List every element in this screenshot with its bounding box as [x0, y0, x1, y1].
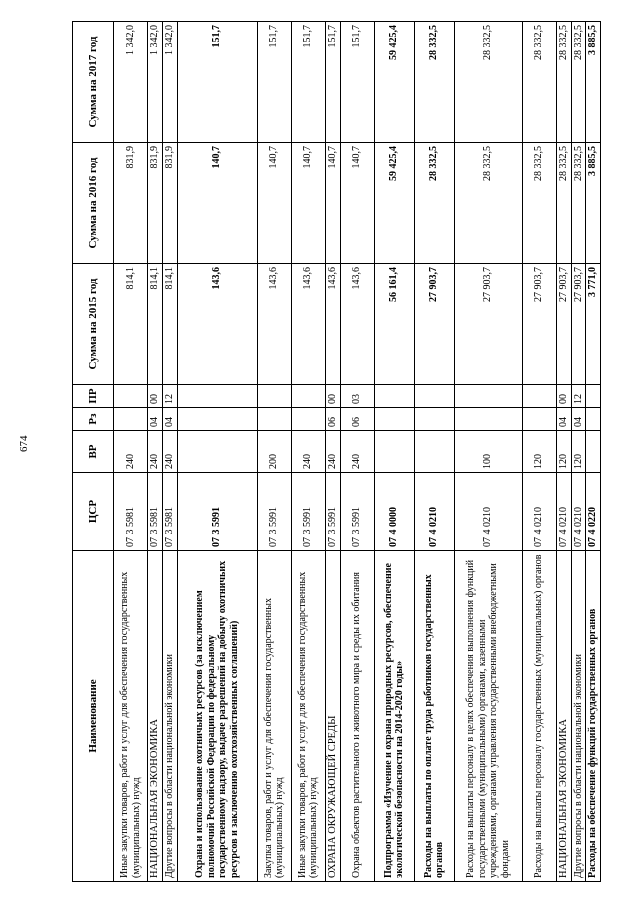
cell-csr: 07 3 5991: [340, 473, 374, 551]
table-row: [177, 22, 257, 882]
cell-vr: 120: [522, 431, 556, 473]
cell-name: Расходы на выплаты персоналу в целях обеспечения выполнения функций государственными (муниципальными) органами, казенными учреждениями, органами управления государственными внебюджетными фондами: [454, 551, 522, 882]
cell-vr: 240: [148, 431, 163, 473]
cell-2017: 151,7: [177, 22, 257, 143]
cell-vr: 240: [114, 431, 148, 473]
cell-name: Закупка товаров, работ и услуг для обеспечения государственных (муниципальных) нужд: [257, 551, 291, 882]
cell-name: Расходы на выплаты персоналу государственных (муниципальных) органов: [522, 551, 556, 882]
cell-pr: 12: [163, 385, 178, 408]
cell-rz: [522, 408, 556, 431]
cell-csr: 07 4 0000: [374, 473, 414, 551]
cell-2015: 143,6: [257, 264, 291, 385]
header-vr: ВР: [73, 431, 114, 473]
page-number: 674: [18, 435, 30, 452]
cell-name: Другие вопросы в области национальной экономики: [163, 551, 178, 882]
cell-rz: [291, 408, 325, 431]
cell-name: Иные закупки товаров, работ и услуг для обеспечения государственных (муниципальных) нужд: [114, 551, 148, 882]
budget-table: [72, 21, 601, 882]
cell-2017: 1 342,0: [163, 22, 178, 143]
cell-name: НАЦИОНАЛЬНАЯ ЭКОНОМИКА: [556, 551, 571, 882]
table-row: [163, 22, 178, 882]
cell-2016: 140,7: [291, 143, 325, 264]
cell-csr: 07 4 0220: [586, 473, 601, 551]
cell-2017: 28 332,5: [556, 22, 571, 143]
cell-pr: 00: [556, 385, 571, 408]
table-row: [571, 22, 586, 882]
cell-2015: 27 903,7: [571, 264, 586, 385]
table-row: [325, 22, 340, 882]
cell-csr: 07 3 5981: [114, 473, 148, 551]
cell-vr: [177, 431, 257, 473]
cell-2015: 3 771,0: [586, 264, 601, 385]
cell-2015: 814,1: [114, 264, 148, 385]
cell-name: Иные закупки товаров, работ и услуг для обеспечения государственных (муниципальных) нужд: [291, 551, 325, 882]
cell-vr: 240: [163, 431, 178, 473]
cell-pr: [522, 385, 556, 408]
cell-2015: 814,1: [148, 264, 163, 385]
cell-2015: 27 903,7: [522, 264, 556, 385]
cell-csr: 07 4 0210: [571, 473, 586, 551]
cell-rz: 04: [163, 408, 178, 431]
cell-rz: [586, 408, 601, 431]
cell-pr: [177, 385, 257, 408]
cell-2017: 28 332,5: [522, 22, 556, 143]
cell-vr: 120: [556, 431, 571, 473]
cell-csr: 07 3 5981: [163, 473, 178, 551]
cell-2015: 27 903,7: [414, 264, 454, 385]
cell-2017: 28 332,5: [414, 22, 454, 143]
cell-2017: 151,7: [340, 22, 374, 143]
header-csr: ЦСР: [73, 473, 114, 551]
cell-2017: 3 885,5: [586, 22, 601, 143]
cell-rz: 06: [325, 408, 340, 431]
table-row: [556, 22, 571, 882]
table-row: [586, 22, 601, 882]
cell-vr: [414, 431, 454, 473]
cell-2016: 28 332,5: [454, 143, 522, 264]
cell-csr: 07 4 0210: [556, 473, 571, 551]
cell-2015: 143,6: [325, 264, 340, 385]
cell-csr: 07 3 5991: [325, 473, 340, 551]
table-row: [522, 22, 556, 882]
budget-table-container: [72, 22, 599, 882]
cell-2017: 1 342,0: [114, 22, 148, 143]
table-row: [374, 22, 414, 882]
cell-2017: 151,7: [325, 22, 340, 143]
cell-csr: 07 4 0210: [454, 473, 522, 551]
header-2015: Сумма на 2015 год: [73, 264, 114, 385]
header-rz: Рз: [73, 408, 114, 431]
cell-vr: [586, 431, 601, 473]
table-row: [148, 22, 163, 882]
cell-csr: 07 3 5991: [257, 473, 291, 551]
cell-csr: 07 3 5991: [291, 473, 325, 551]
table-header-row: [73, 22, 114, 882]
cell-vr: 100: [454, 431, 522, 473]
cell-2015: 814,1: [163, 264, 178, 385]
cell-name: Расходы на выплаты по оплате труда работников государственных органов: [414, 551, 454, 882]
header-name: Наименование: [73, 551, 114, 882]
cell-2016: 140,7: [325, 143, 340, 264]
cell-vr: 240: [291, 431, 325, 473]
cell-name: Расходы на обеспечение функций государственных органов: [586, 551, 601, 882]
cell-2016: 831,9: [163, 143, 178, 264]
cell-pr: 00: [148, 385, 163, 408]
cell-csr: 07 3 5991: [177, 473, 257, 551]
cell-rz: [177, 408, 257, 431]
table-row: [340, 22, 374, 882]
cell-rz: 04: [556, 408, 571, 431]
cell-name: Подпрограмма «Изучение и охрана природных ресурсов, обеспечение экологической безопасности на 2014-2020 годы»: [374, 551, 414, 882]
cell-2015: 143,6: [291, 264, 325, 385]
cell-2015: 27 903,7: [454, 264, 522, 385]
cell-pr: 03: [340, 385, 374, 408]
table-row: [291, 22, 325, 882]
cell-name: Другие вопросы в области национальной экономики: [571, 551, 586, 882]
header-pr: ПР: [73, 385, 114, 408]
cell-2015: 143,6: [177, 264, 257, 385]
cell-rz: 04: [148, 408, 163, 431]
cell-2016: 28 332,5: [522, 143, 556, 264]
cell-2016: 28 332,5: [571, 143, 586, 264]
cell-pr: 12: [571, 385, 586, 408]
header-2016: Сумма на 2016 год: [73, 143, 114, 264]
cell-2017: 1 342,0: [148, 22, 163, 143]
cell-2016: 59 425,4: [374, 143, 414, 264]
cell-2017: 28 332,5: [454, 22, 522, 143]
cell-2017: 151,7: [291, 22, 325, 143]
cell-pr: 00: [325, 385, 340, 408]
cell-2015: 27 903,7: [556, 264, 571, 385]
cell-pr: [374, 385, 414, 408]
cell-rz: [414, 408, 454, 431]
cell-pr: [257, 385, 291, 408]
cell-2016: 831,9: [148, 143, 163, 264]
cell-rz: [454, 408, 522, 431]
cell-rz: [114, 408, 148, 431]
cell-name: Охрана и использование охотничьих ресурсов (за исключением полномочий Российской Федерации по федеральному государственному надзору, выдаче разрешений на добычу охотничьих ресурсов и заключению охотхозяйственных соглашений): [177, 551, 257, 882]
cell-name: ОХРАНА ОКРУЖАЮЩЕЙ СРЕДЫ: [325, 551, 340, 882]
cell-rz: [257, 408, 291, 431]
cell-rz: 04: [571, 408, 586, 431]
cell-rz: [374, 408, 414, 431]
cell-pr: [586, 385, 601, 408]
cell-2016: 831,9: [114, 143, 148, 264]
table-row: [114, 22, 148, 882]
cell-2016: 28 332,5: [556, 143, 571, 264]
cell-vr: 200: [257, 431, 291, 473]
cell-csr: 07 4 0210: [522, 473, 556, 551]
cell-2016: 140,7: [340, 143, 374, 264]
cell-pr: [454, 385, 522, 408]
cell-pr: [114, 385, 148, 408]
table-row: [454, 22, 522, 882]
cell-vr: 120: [571, 431, 586, 473]
table-row: [257, 22, 291, 882]
cell-pr: [414, 385, 454, 408]
cell-vr: 240: [340, 431, 374, 473]
cell-2017: 28 332,5: [571, 22, 586, 143]
cell-csr: 07 4 0210: [414, 473, 454, 551]
cell-2017: 151,7: [257, 22, 291, 143]
cell-vr: [374, 431, 414, 473]
cell-pr: [291, 385, 325, 408]
cell-2016: 140,7: [177, 143, 257, 264]
cell-rz: 06: [340, 408, 374, 431]
cell-vr: 240: [325, 431, 340, 473]
header-2017: Сумма на 2017 год: [73, 22, 114, 143]
cell-2015: 56 161,4: [374, 264, 414, 385]
cell-csr: 07 3 5981: [148, 473, 163, 551]
cell-name: Охрана объектов растительного и животного мира и среды их обитания: [340, 551, 374, 882]
cell-2017: 59 425,4: [374, 22, 414, 143]
cell-2016: 3 885,5: [586, 143, 601, 264]
cell-2016: 140,7: [257, 143, 291, 264]
cell-2016: 28 332,5: [414, 143, 454, 264]
cell-2015: 143,6: [340, 264, 374, 385]
cell-name: НАЦИОНАЛЬНАЯ ЭКОНОМИКА: [148, 551, 163, 882]
table-row: [414, 22, 454, 882]
